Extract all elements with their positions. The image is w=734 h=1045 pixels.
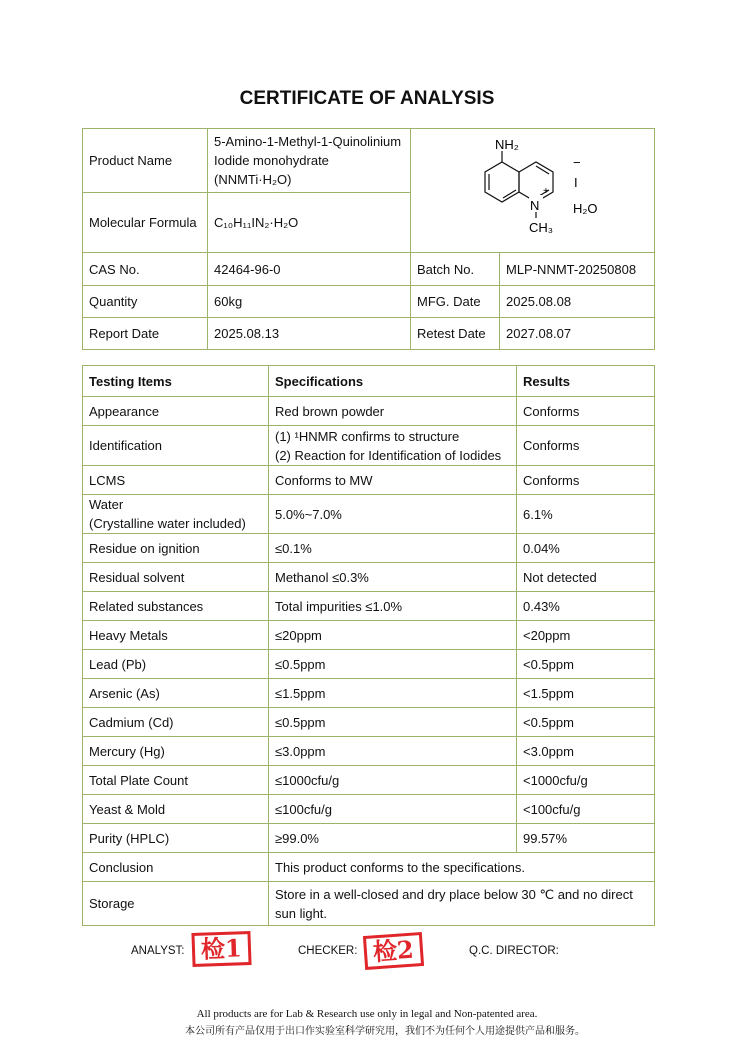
quantity: 60kg [208,286,411,318]
table-row [83,495,655,534]
amino-label: NH₂ [495,137,519,152]
cell-line: <20ppm [523,627,571,643]
footer-cn: 本公司所有产品仅用于出口作实验室科学研究用，我们不为任何个人用途提供产品和服务。 [185,1026,585,1037]
mfg-date: 2025.08.08 [500,286,655,318]
formula: C₁₀H₁₁IN₂·H₂O [208,193,411,253]
cell-line: Related substances [89,598,204,614]
label: Conclusion [83,853,269,882]
retest-date: 2027.08.07 [500,318,655,350]
cell-line: (2) Reaction for Identification of Iodides [275,447,502,463]
cell-line: Conforms [523,403,580,419]
result [517,466,655,495]
test-item [83,466,269,495]
cell-line: Residue on ignition [89,540,200,556]
product-name-line: (NNMTi·H₂O) [214,172,292,187]
test-item [83,592,269,621]
cell-line: LCMS [89,472,126,488]
result [517,397,655,426]
specification [269,679,517,708]
specification [269,466,517,495]
cell-line: <0.5ppm [523,714,574,730]
cell-line: Red brown powder [275,403,385,419]
label: Batch No. [411,253,500,286]
analyst-stamp: 检1 [191,931,251,967]
specification [269,824,517,853]
column-header: Specifications [269,366,517,397]
specification [269,495,517,534]
label: Report Date [83,318,208,350]
batch: MLP-NNMT-20250808 [500,253,655,286]
footer-en: All products are for Lab & Research use only in legal and Non-patented area. [196,1008,538,1020]
test-item [83,737,269,766]
cell-line: Conforms to MW [275,472,373,488]
test-item [83,650,269,679]
cell-line: Cadmium (Cd) [89,714,174,730]
label: Quantity [83,286,208,318]
cell-line: 5.0%~7.0% [275,506,342,522]
test-item [83,495,269,534]
column-header: Results [517,366,655,397]
table-row [83,592,655,621]
cell-line: (Crystalline water included) [89,516,246,531]
table-row [83,737,655,766]
cell-line: Methanol ≤0.3% [275,569,369,585]
result [517,426,655,466]
result [517,621,655,650]
result [517,766,655,795]
product-name-line: 5-Amino-1-Methyl-1-Quinolinium [214,134,402,149]
cell-line: ≤20ppm [275,627,322,643]
cell-line: (1) ¹HNMR confirms to structure [275,428,460,444]
cell-line: 6.1% [523,506,553,522]
table-row [83,708,655,737]
cell-line: <0.5ppm [523,656,574,672]
cell-line: Heavy Metals [89,627,168,643]
cell-line: <1000cfu/g [523,772,588,788]
cell-line: <1.5ppm [523,685,574,701]
label: Retest Date [411,318,500,350]
test-item [83,795,269,824]
report-date: 2025.08.13 [208,318,411,350]
table-row [83,534,655,563]
test-item [83,426,269,466]
cell-line: ≤1.5ppm [275,685,326,701]
storage: Store in a well-closed and dry place below 30 ℃ and no direct sun light. [269,882,655,926]
checker-label: CHECKER: [298,945,358,957]
cell-line: Arsenic (As) [89,685,160,701]
cell-line: 0.04% [523,540,560,556]
product-info-table [82,128,655,350]
cell-line: Mercury (Hg) [89,743,165,759]
specification [269,563,517,592]
cell-line: Conforms [523,438,580,453]
test-item [83,563,269,592]
test-item [83,397,269,426]
table-row [83,397,655,426]
cell-line: ≤3.0ppm [275,743,326,759]
result [517,679,655,708]
specification [269,766,517,795]
specification [269,592,517,621]
specification [269,708,517,737]
table-row [83,650,655,679]
specification [269,737,517,766]
product-name [208,129,411,193]
specification [269,795,517,824]
cell-line: ≥99.0% [275,830,319,846]
table-row [83,679,655,708]
qc-director-label: Q.C. DIRECTOR: [469,945,559,957]
cell-line: Identification [89,438,162,453]
chemical-structure [411,129,655,253]
label: Product Name [83,129,208,193]
cell-line: 0.43% [523,598,560,614]
result [517,592,655,621]
cell-line: <100cfu/g [523,801,581,817]
page-title: CERTIFICATE OF ANALYSIS [239,88,495,109]
table-row [83,795,655,824]
cell-line: Appearance [89,403,160,419]
cell-line: Purity (HPLC) [89,830,170,846]
test-results-table [82,365,655,926]
result [517,824,655,853]
result [517,650,655,679]
test-item [83,621,269,650]
table-row [83,563,655,592]
table-row [83,621,655,650]
specification [269,426,517,466]
result [517,534,655,563]
charge-plus-label: + [543,186,549,197]
table-row [83,426,655,466]
test-item [83,824,269,853]
table-row [83,824,655,853]
label: MFG. Date [411,286,500,318]
test-item [83,708,269,737]
cell-line: Lead (Pb) [89,656,147,672]
cas: 42464-96-0 [208,253,411,286]
cell-line: ≤1000cfu/g [275,772,340,788]
specification [269,534,517,563]
water-label: H₂O [573,201,598,216]
result [517,795,655,824]
checker-stamp: 检2 [363,932,424,970]
result [517,708,655,737]
cell-line: Residual solvent [89,569,185,585]
methyl-label: CH₃ [529,220,554,235]
label: Storage [83,882,269,926]
cell-line: ≤0.1% [275,540,312,556]
structure-drawing [417,129,657,247]
result [517,737,655,766]
test-item [83,766,269,795]
cell-line: Yeast & Mold [89,801,166,817]
specification [269,621,517,650]
label: Molecular Formula [83,193,208,253]
cell-line: Conforms [523,472,580,488]
cell-line: 99.57% [523,830,568,846]
conclusion: This product conforms to the specifications. [269,853,655,882]
cell-line: Total Plate Count [89,772,189,788]
cell-line: ≤0.5ppm [275,714,326,730]
cell-line: ≤0.5ppm [275,656,326,672]
analyst-label: ANALYST: [131,945,185,957]
charge-minus-label: − [573,155,581,170]
cell-line: Total impurities ≤1.0% [275,598,403,614]
result [517,563,655,592]
table-row [83,466,655,495]
column-header: Testing Items [83,366,269,397]
specification [269,650,517,679]
specification [269,397,517,426]
cell-line: ≤100cfu/g [275,801,333,817]
cell-line: <3.0ppm [523,743,574,759]
iodide-label: I [574,175,578,190]
cell-line: Not detected [523,569,597,585]
table-row [83,766,655,795]
test-item [83,534,269,563]
result [517,495,655,534]
product-name-line: Iodide monohydrate [214,153,329,168]
test-item [83,679,269,708]
nitrogen-label: N [530,198,540,213]
cell-line: Water [89,497,124,512]
label: CAS No. [83,253,208,286]
